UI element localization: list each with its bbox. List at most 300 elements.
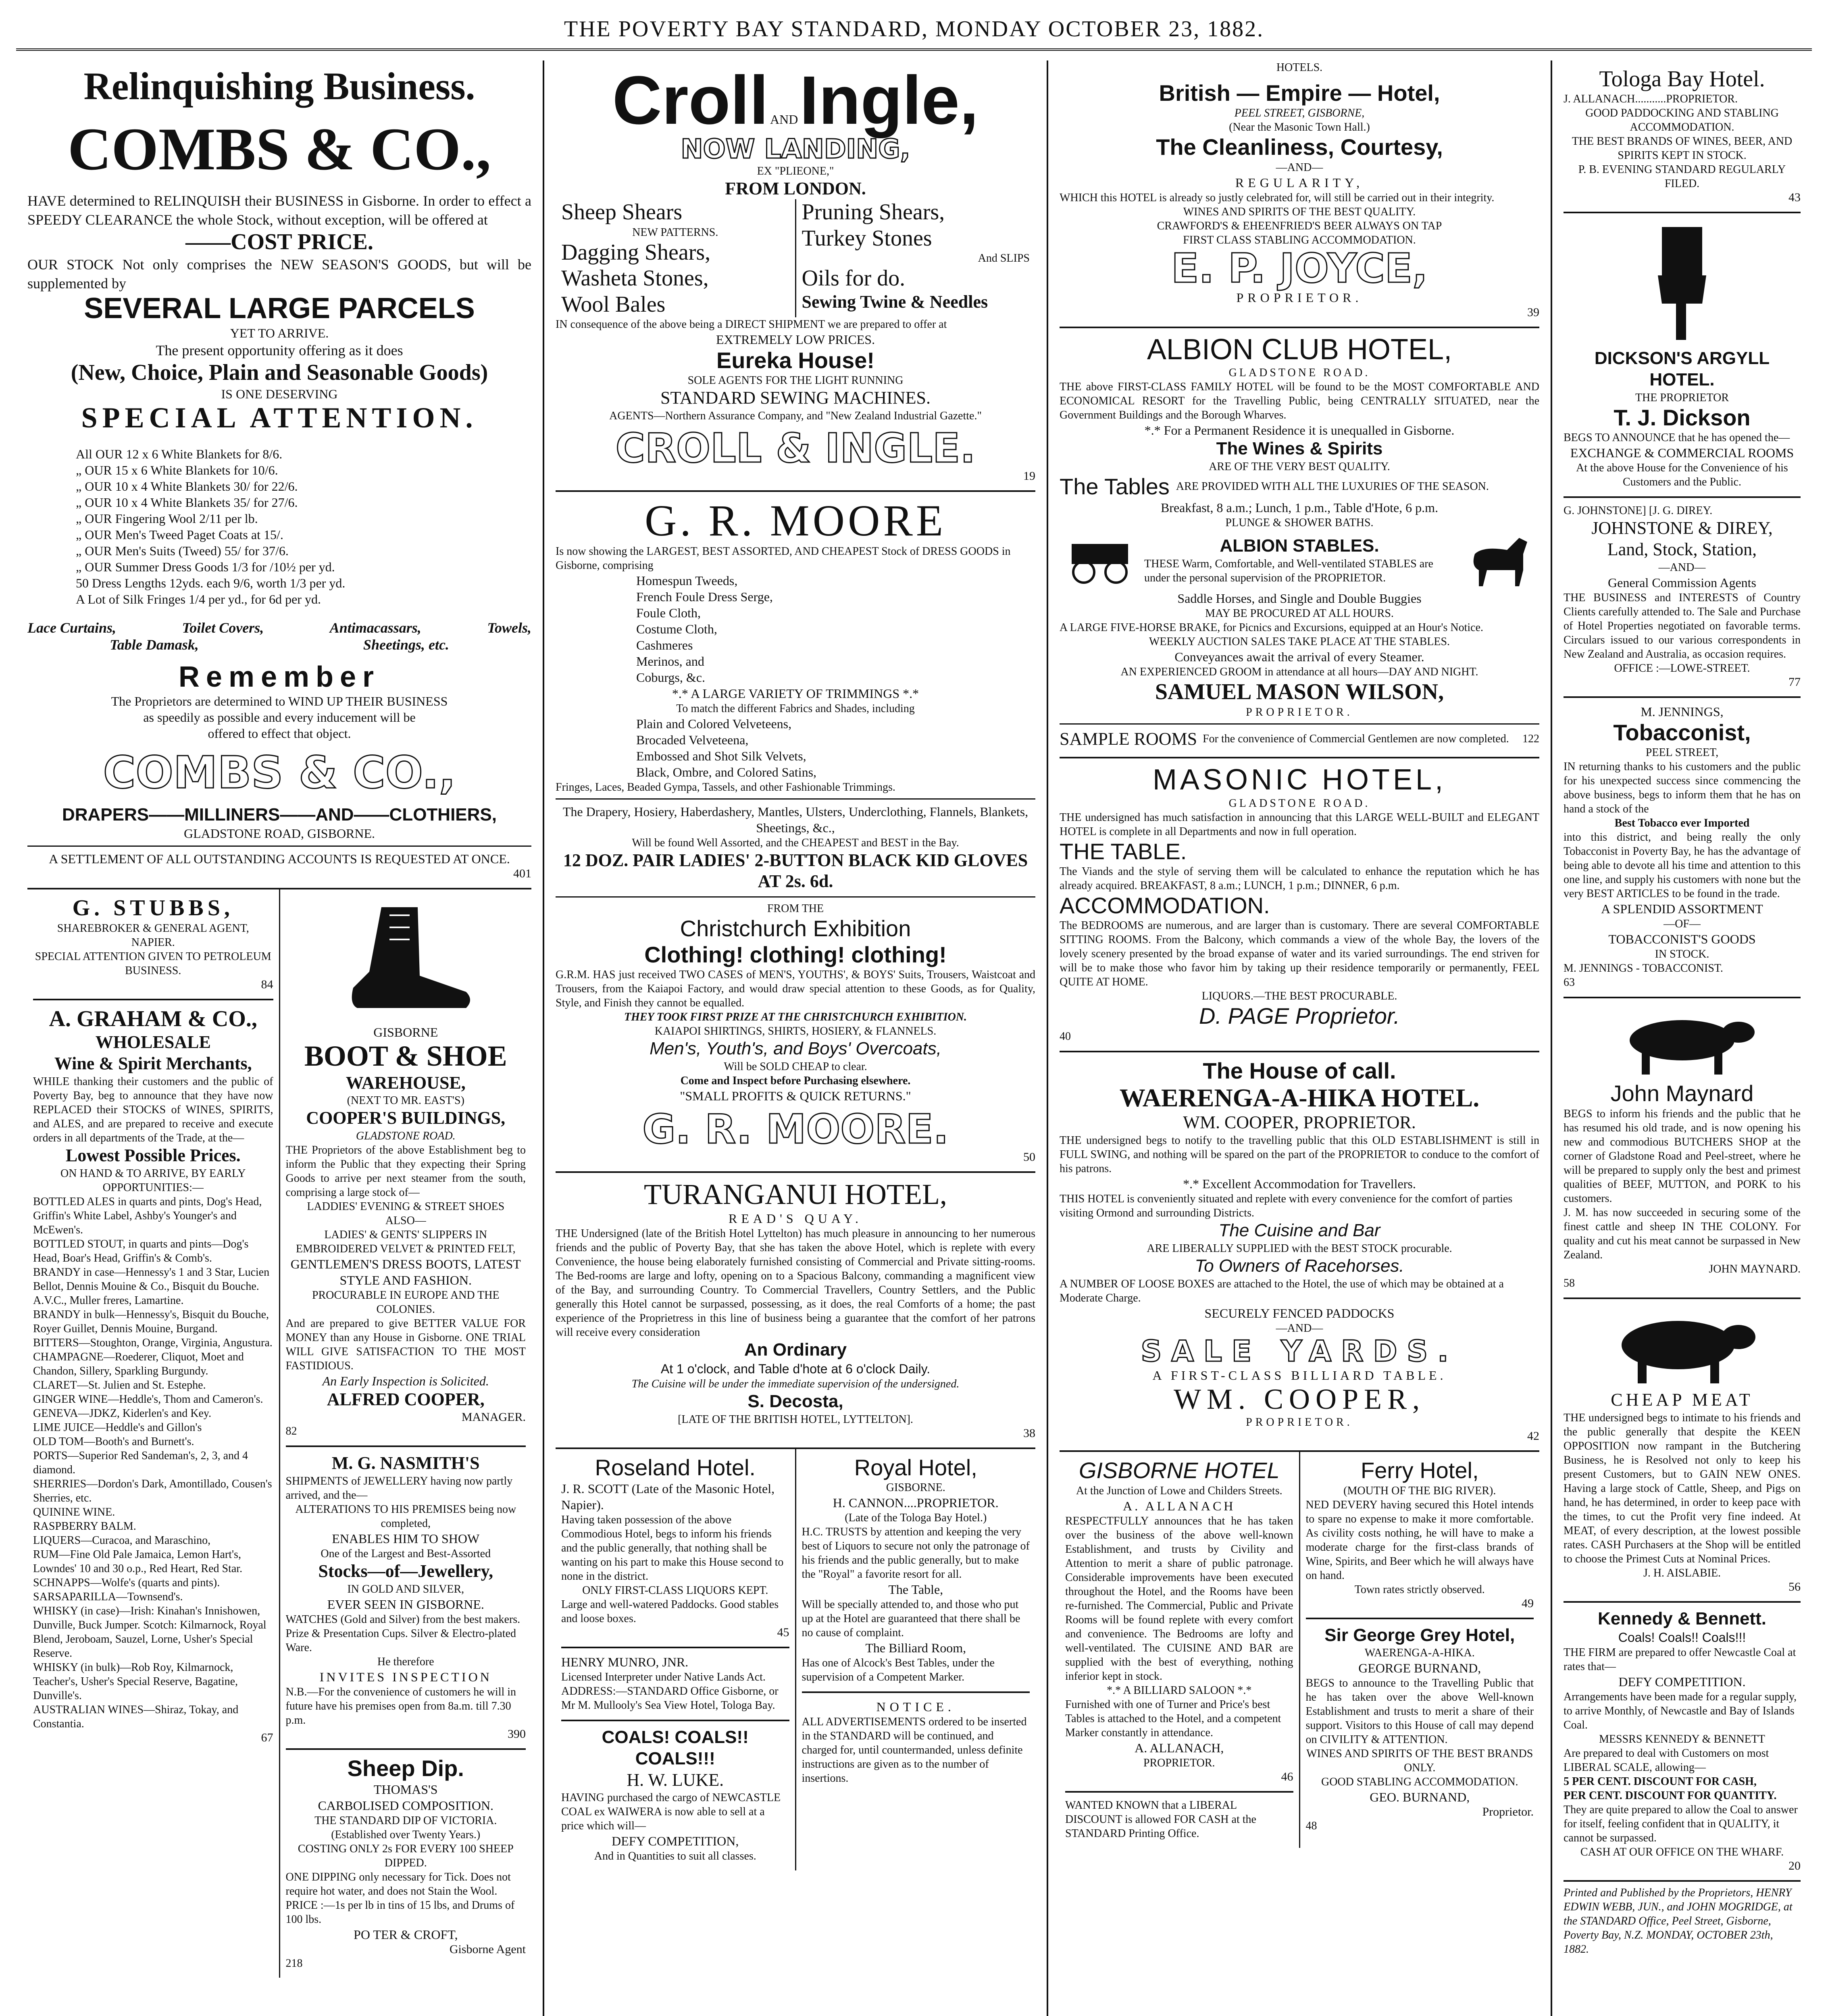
ad-ref: 58	[1564, 1277, 1575, 1289]
moore-name: G. R. MOORE	[644, 496, 947, 546]
graham-item: BITTERS—Stoughton, Orange, Virginia, Angustura.	[33, 1336, 273, 1349]
sheep-costing: COSTING ONLY 2s FOR EVERY 100 SHEEP DIPPED.	[298, 1842, 514, 1869]
luke-ad	[561, 1721, 789, 1870]
cooper-owner: ALFRED COOPER,	[327, 1389, 485, 1410]
graham-item: PORTS—Superior Red Sandeman's, 2, 3, and 4 diamond.	[33, 1449, 248, 1476]
combs-settlement: A SETTLEMENT OF ALL OUTSTANDING ACCOUNTS IS REQUESTED AT ONCE.	[49, 852, 510, 866]
moore-item: Merinos, and	[636, 654, 704, 669]
kennedy-text: THE FIRM are prepared to offer Newcastle Coal at rates that—	[1564, 1646, 1796, 1673]
nasmith-invites: INVITES INSPECTION	[319, 1669, 492, 1684]
royal-billiard-text: Has one of Alcock's Best Tables, under the supervision of a Competent Marker.	[802, 1656, 995, 1683]
waerenga-cuisine: The Cuisine and Bar	[1218, 1220, 1380, 1241]
wanted-text: WANTED KNOWN that a LIBERAL DISCOUNT is allowed FOR CASH at the STANDARD Printing Office.	[1065, 1799, 1256, 1840]
price-item: All OUR 12 x 6 White Blankets for 8/6.	[76, 446, 283, 461]
moore-item: Costume Cloth,	[636, 621, 717, 636]
bee-street: PEEL STREET, GISBORNE,	[1234, 107, 1365, 120]
masthead: THE POVERTY BAY STANDARD, MONDAY OCTOBER 23, 1882.	[16, 16, 1812, 51]
turanganui-at: At 1 o'clock, and Table d'hote at 6 o'clock Daily.	[660, 1361, 931, 1376]
roseland-ad	[561, 1449, 789, 1648]
croll-landing: NOW LANDING,	[681, 133, 910, 165]
boot-illustration	[286, 899, 526, 1020]
price-item: A Lot of Silk Fringes 1/4 per yd., for 6d per yd.	[76, 591, 321, 606]
cooper-sub: GISBORNE	[373, 1025, 438, 1040]
tologa-paddock: GOOD PADDOCKING AND STABLING ACCOMMODATION.	[1585, 107, 1779, 134]
kennedy-defy: DEFY COMPETITION.	[1618, 1674, 1746, 1689]
ad-ref: 40	[1060, 1030, 1071, 1043]
ad-ref: 401	[513, 867, 531, 881]
waerenga-call: The House of call.	[1203, 1058, 1396, 1083]
graham-item: AUSTRALIAN WINES—Shiraz, Tokay, and Constantia.	[33, 1703, 239, 1730]
aislabie-owner: J. H. AISLABIE.	[1643, 1566, 1721, 1579]
moore-match: To match the different Fabrics and Shades, including	[676, 702, 915, 715]
combs-special: SPECIAL ATTENTION.	[81, 401, 478, 434]
graham-sub: WHOLESALE	[95, 1032, 211, 1052]
croll-item: NEW PATTERNS.	[632, 226, 718, 239]
cooper-gent: GENTLEMEN'S DRESS BOOTS, LATEST STYLE AND FASHION.	[290, 1257, 521, 1288]
grey-ad	[1306, 1619, 1534, 1841]
gisborne-name: GISBORNE HOTEL	[1078, 1458, 1280, 1483]
graham-name: A. GRAHAM & CO.,	[49, 1006, 257, 1031]
waerenga-owner2: WM. COOPER,	[1173, 1383, 1426, 1416]
masonic-liquors: LIQUORS.—THE BEST PROCURABLE.	[1201, 990, 1397, 1003]
boot-icon	[333, 899, 478, 1020]
moore-item: Plain and Colored Velveteens,	[636, 716, 792, 731]
albion-quality: ARE OF THE VERY BEST QUALITY.	[1209, 460, 1390, 473]
maynard-ad	[1564, 998, 1801, 1299]
ad-ref: 48	[1305, 1820, 1317, 1833]
gisborne-saloon-text: Furnished with one of Turner and Price's best Tables is attached to the Hotel, and a competent Marker constantly in attendance.	[1065, 1698, 1281, 1739]
nasmith-name: M. G. NASMITH'S	[331, 1453, 480, 1473]
munro-address: ADDRESS:—STANDARD Office Gisborne, or Mr M. Mullooly's Sea View Hotel, Tologa Bay.	[561, 1685, 779, 1712]
cooper-road: GLADSTONE ROAD.	[356, 1130, 456, 1143]
sundry: Sheetings, etc.	[363, 636, 449, 653]
graham-item: LIQUERS—Curacoa, and Maraschino,	[33, 1534, 211, 1547]
graham-item: WHISKY (in case)—Irish: Kinahan's Innishowen, Dunville, Buck Jumper. Scotch: Kilmarnock, Royal Blend, Jeroboam, Sauzel, Lorne, Usher's Special Reserve.	[33, 1604, 266, 1660]
graham-sub2: Wine & Spirit Merchants,	[54, 1054, 252, 1073]
moore-fringes: Fringes, Laces, Beaded Gympa, Tassels, and other Fashionable Trimmings.	[556, 781, 895, 793]
graham-hand: ON HAND & TO ARRIVE, BY EARLY OPPORTUNITIES:—	[60, 1167, 246, 1194]
graham-item: BOTTLED ALES in quarts and pints, Dog's Head, Griffin's White Label, Ashby's Younger's and McEwen's.	[33, 1195, 262, 1236]
ad-ref: 38	[1023, 1426, 1035, 1440]
roseland-intro: Having taken possession of the above Commodious Hotel, begs to inform his friends and the public generally, that nothing shall be wanting on his part to make this House second to none in the district.	[561, 1513, 784, 1583]
grey-wines: WINES AND SPIRITS OF THE BEST BRANDS ONLY.	[1306, 1747, 1533, 1774]
moore-item: Homespun Tweeds,	[636, 573, 738, 588]
price-item: „ OUR 10 x 4 White Blankets 30/ for 22/6.	[76, 479, 298, 494]
johnstone-name: JOHNSTONE & DIREY,	[1591, 518, 1773, 538]
johnstone-office: OFFICE :—LOWE-STREET.	[1614, 662, 1750, 675]
luke-name: H. W. LUKE.	[627, 1770, 724, 1790]
stubbs-line2: NAPIER.	[131, 936, 175, 949]
tologa-name: Tologa Bay Hotel.	[1599, 67, 1765, 92]
albion-brake: A LARGE FIVE-HORSE BRAKE, for Picnics and Excursions, equipped at an Hour's Notice.	[1060, 621, 1484, 634]
combs-sundries-row2	[27, 636, 531, 653]
graham-item: SHERRIES—Dordon's Dark, Amontillado, Cousen's Sherries, etc.	[33, 1477, 272, 1504]
moore-trimmings: *.* A LARGE VARIETY OF TRIMMINGS *.*	[672, 686, 919, 701]
waerenga-intro: THE undersigned begs to notify to the travelling public that this OLD ESTABLISHMENT is still in FULL SWING, and nothing will be spared on the part of the PROPRIETOR to conduce to the comfort of his patrons.	[1060, 1134, 1539, 1175]
grey-intro: BEGS to announce to the Travelling Public that he has taken over the above Well-known Establishment and trusts to merit a share of their support. Visitors to this House of call may depend on CIVILITY & ATTENTION.	[1305, 1677, 1534, 1746]
jennings-owner: M. JENNINGS - TOBACCONIST.	[1564, 962, 1723, 975]
maynard-text: BEGS to inform his friends and the public that he has resumed his old trade, and is now opening his new and commodious BUTCHERS SHOP at the corner of Gladstone Road and Peel-street, where he will be prepared to supply only the best and primest qualities of BEEF, MUTTON, and PORK to his customers.	[1564, 1107, 1801, 1205]
gisborne-saloon: *.* A BILLIARD SALOON *.*	[1107, 1684, 1252, 1697]
jennings-trade: Tobacconist,	[1613, 719, 1751, 745]
column-3	[1048, 60, 1552, 2016]
croll-goods-right	[795, 199, 1036, 317]
grey-owner2: GEO. BURNAND,	[1370, 1790, 1470, 1805]
croll-item: Sheep Shears	[561, 200, 683, 225]
croll-goods	[556, 199, 1035, 317]
ferry-sub: (MOUTH OF THE BIG RIVER).	[1343, 1484, 1496, 1497]
croll-name1: Croll	[612, 62, 768, 139]
croll-name2: Ingle,	[799, 62, 979, 139]
croll-head	[556, 62, 1035, 139]
roseland-owner: J. R. SCOTT (Late of the Masonic Hotel, Napier).	[561, 1481, 775, 1512]
moore-clothing: Clothing! clothing! clothing!	[644, 941, 947, 967]
croll-machines: STANDARD SEWING MACHINES.	[660, 388, 931, 408]
moore-drapery: The Drapery, Hosiery, Haberdashery, Mantles, Ulsters, Underclothing, Flannels, Blankets, Sheetings, &c.,	[562, 804, 1029, 835]
albion-owner: SAMUEL MASON WILSON,	[1155, 679, 1444, 705]
albion-wines: The Wines & Spirits	[1216, 438, 1383, 458]
moore-item: Coburgs, &c.	[636, 670, 705, 685]
combs-address: GLADSTONE ROAD, GISBORNE.	[183, 826, 375, 841]
masonic-table: THE TABLE.	[1060, 838, 1187, 864]
dickson-name: DICKSON'S ARGYLL HOTEL.	[1594, 348, 1770, 390]
tologa-filed: P. B. EVENING STANDARD REGULARLY FILED.	[1578, 163, 1786, 190]
bee-stabling: FIRST CLASS STABLING ACCOMMODATION.	[1183, 233, 1416, 246]
aislabie-text: THE undersigned begs to intimate to his friends and the public generally that despite the KEEN OPPOSITION now rampant in the Butchering Business, he is Resolved not only to keep his present Customers, but to GAIN NEW ONES. Having a large stock of Cattle, Sheep, and Pigs on hand, he has determined, in order to keep pace with the times, to cut the Profit very fine indeed. At MEAT, of every description, at the lowest possible rates. CASH Purchasers at the Shop will be entitled to choose the Primest Cuts at Nominal Prices.	[1564, 1411, 1801, 1565]
graham-item: QUININE WINE.	[33, 1506, 115, 1518]
stubbs-ad	[33, 889, 273, 1000]
sheep-sub: THOMAS'S	[373, 1782, 438, 1797]
masonic-acc-text: The BEDROOMS are numerous, and are larger than is customary. There are several COMFORTABLE SITTING ROOMS. From the Balcony, which commands a view of the whole Bay, the lovers of the lovely scenery presented by the broad expanse of water and its varied surroundings. The end striven for will be to make those who favor him by taking up their residence temporarily or permanently, FEEL QUITE AT HOME.	[1060, 919, 1539, 989]
column-1	[16, 60, 544, 2016]
gisborne-junction: At the Junction of Lowe and Childers Streets.	[1076, 1484, 1283, 1497]
moore-grm: G.R.M. HAS just received TWO CASES of MEN'S, YOUTHS', & BOYS' Suits, Trousers, Waistcoat and Trousers, from the Kaiapoi Factory, and would draw special attention to these Goods, as for Quality, Style, and Finish they cannot be equalled.	[556, 968, 1035, 1010]
sheep-std: THE STANDARD DIP OF VICTORIA.	[314, 1814, 497, 1827]
combs-opportunity: The present opportunity offering as it does	[156, 342, 403, 358]
croll-item: Oils for do.	[802, 266, 906, 291]
royal-intro: H.C. TRUSTS by attention and keeping the very best of Liquors to secure not only the patronage of his friends and the public generally, but to make the "Royal" a favorite resort for all.	[802, 1525, 1030, 1581]
col1-lower-left	[27, 889, 279, 1978]
albion-tables: The Tables	[1060, 473, 1170, 499]
jennings-goods: TOBACCONIST'S GOODS	[1608, 932, 1756, 947]
royal-billiard: The Billiard Room,	[865, 1640, 966, 1655]
cow-illustration	[1564, 1008, 1801, 1077]
albion-saddle: Saddle Horses, and Single and Double Buggies	[1177, 591, 1422, 606]
jennings-text2: into this district, and being really the only Tobacconist in Poverty Bay, he has the advantage of being able to devote all his time and attention to this one line, and supply his customers with none but the very BEST ARTICLES to be found in the trade.	[1564, 831, 1801, 900]
combs-name: COMBS & CO.,	[68, 115, 491, 183]
jennings-best: Best Tobacco ever Imported	[1614, 817, 1750, 830]
graham-item: RUM—Fine Old Pale Jamaica, Lemon Hart's, Lowndes' 10 and 30 o.p., Red Heart, Red Star.	[33, 1548, 243, 1575]
ad-ref: 390	[508, 1727, 526, 1741]
imprint: Printed and Published by the Proprietors, HENRY EDWIN WEBB, JUN., and JOHN MOGRIDGE, at the STANDARD Office, Peel Street, Gisborne, Poverty Bay, N.Z. MONDAY, OCTOBER 23th, 1882.	[1564, 1887, 1793, 1956]
nasmith-stocks: Stocks—of—Jewellery,	[318, 1561, 493, 1581]
ad-ref: 82	[285, 1425, 297, 1437]
albion-weekly: WEEKLY AUCTION SALES TAKE PLACE AT THE STABLES.	[1149, 635, 1450, 648]
sheep-agent: PO TER & CROFT,	[354, 1927, 458, 1942]
ad-ref: 77	[1788, 675, 1801, 689]
sheep-one: ONE DIPPING only necessary for Tick. Does not require hot water, and does not Stain the Wool.	[285, 1870, 511, 1897]
albion-sample-text: For the convenience of Commercial Gentlemen are now completed.	[1203, 733, 1509, 746]
col3-lower-left	[1060, 1452, 1299, 1847]
albion-sample: SAMPLE ROOMS	[1060, 729, 1197, 749]
nasmith-nb: N.B.—For the convenience of customers he will in future have his premises open from 8a.m. till 7.30 p.m.	[285, 1685, 516, 1727]
ad-ref: 46	[1281, 1770, 1293, 1783]
albion-sample-row	[1060, 729, 1539, 750]
ferry-ad	[1306, 1452, 1534, 1619]
moore-sold: Will be found Well Assorted, and the CHEAPEST and BEST in the Bay.	[632, 836, 959, 849]
waerenga-paddocks: SECURELY FENCED PADDOCKS	[1204, 1306, 1395, 1320]
aislabie-ad	[1564, 1299, 1801, 1603]
moore-item: French Foule Dress Serge,	[636, 589, 773, 604]
bee-which: WHICH this HOTEL is already so justly celebrated for, will still be carried out in their integrity.	[1060, 191, 1495, 204]
munro-name: HENRY MUNRO, JNR.	[561, 1654, 689, 1669]
cooper-next: (NEXT TO MR. EAST'S)	[347, 1094, 464, 1107]
gisborne-owner: A. ALLANACH	[1123, 1498, 1236, 1513]
ad-ref: 45	[777, 1625, 789, 1639]
bee-near: (Near the Masonic Town Hall.)	[1229, 121, 1370, 134]
hotels-label: HOTELS.	[1276, 61, 1323, 74]
graham-item: LIME JUICE—Heddle's and Gillon's	[33, 1421, 202, 1434]
grey-role: Proprietor.	[1482, 1805, 1534, 1819]
turanganui-name: TURANGANUI HOTEL,	[644, 1178, 947, 1210]
col2-lower-right	[795, 1449, 1036, 1871]
sheep-est: (Established over Twenty Years.)	[331, 1828, 481, 1841]
combs-trades: DRAPERS——MILLINERS——AND——CLOTHIERS,	[62, 804, 497, 825]
luke-qty: And in Quantities to suit all classes.	[594, 1850, 756, 1863]
albion-baths: PLUNGE & SHOWER BATHS.	[1225, 516, 1374, 529]
luke-coals: COALS! COALS!! COALS!!!	[602, 1727, 749, 1768]
nasmith-intro: SHIPMENTS of JEWELLERY having now partly arrived, and the—	[285, 1475, 513, 1502]
ad-ref: 67	[261, 1731, 273, 1744]
wanted-ad	[1065, 1793, 1293, 1848]
cooper-early: An Early Inspection is Solicited.	[322, 1374, 489, 1389]
cooper-role: MANAGER.	[461, 1410, 526, 1424]
albion-conveyances: Conveyances await the arrival of every Steamer.	[1174, 650, 1424, 664]
kennedy-messrs: MESSRS KENNEDY & BENNETT	[1599, 1733, 1765, 1746]
bee-owner: E. P. JOYCE,	[1171, 244, 1428, 292]
kennedy-discount1: 5 PER CENT. DISCOUNT FOR CASH,	[1564, 1775, 1757, 1788]
combs-arrive: YET TO ARRIVE.	[230, 325, 329, 340]
graham-item: CLARET—St. Julien and St. Estephe.	[33, 1379, 206, 1391]
divider	[1060, 723, 1539, 725]
moore-prize: THEY TOOK FIRST PRIZE AT THE CHRISTCHURCH EXHIBITION.	[624, 1011, 967, 1024]
combs-remember: Remember	[178, 660, 381, 693]
nasmith-enables: ENABLES HIM TO SHOW	[332, 1531, 480, 1546]
price-item: „ OUR Men's Suits (Tweed) 55/ for 37/6.	[76, 543, 289, 558]
price-item: „ OUR Summer Dress Goods 1/3 for /10½ per yd.	[76, 559, 335, 574]
moore-gloves: 12 DOZ. PAIR LADIES' 2-BUTTON BLACK KID GLOVES AT 2s. 6d.	[563, 850, 1028, 891]
sheep-name: Sheep Dip.	[347, 1755, 464, 1781]
moore-from: FROM THE	[767, 902, 824, 915]
graham-intro: WHILE thanking their customers and the public of Poverty Bay, beg to announce that they have now REPLACED their STOCKS of WINES, SPIRITS, and ALES, and are prepared to receive and execute orders in all departments of the Trade, at the—	[33, 1075, 273, 1144]
dickson-exchange: EXCHANGE & COMMERCIAL ROOMS	[1570, 446, 1794, 460]
moore-list	[556, 573, 1035, 685]
croll-item: And SLIPS	[978, 252, 1030, 265]
masonic-owner: D. PAGE Proprietor.	[1199, 1003, 1400, 1029]
munro-role: Licensed Interpreter under Native Lands Act.	[561, 1670, 766, 1683]
waerenga-excellent: *.* Excellent Accommodation for Travellers.	[1183, 1177, 1416, 1191]
horse-icon	[1459, 530, 1539, 590]
bee-reg: REGULARITY,	[1235, 175, 1364, 190]
ad-ref: 50	[1023, 1150, 1035, 1164]
munro-ad	[561, 1648, 789, 1721]
jennings-stock: IN STOCK.	[1655, 948, 1709, 961]
croll-item: Sewing Twine & Needles	[802, 292, 988, 312]
jennings-name: M. JENNINGS,	[1641, 704, 1724, 719]
albion-name: ALBION CLUB HOTEL,	[1147, 333, 1452, 366]
ad-ref: 56	[1788, 1580, 1801, 1593]
waerenga-owners: To Owners of Racehorses.	[1195, 1256, 1404, 1276]
price-item: „ OUR 15 x 6 White Blankets for 10/6.	[76, 462, 278, 477]
stubbs-line3: SPECIAL ATTENTION GIVEN TO PETROLEUM BUSINESS.	[35, 950, 271, 977]
masonic-intro: THE undersigned has much satisfaction in announcing that this LARGE WELL-BUILT and ELEGANT HOTEL is complete in all Departments and now in full operation.	[1060, 811, 1539, 838]
moore-item: Foule Cloth,	[636, 605, 701, 620]
johnstone-sub2: General Commission Agents	[1608, 575, 1756, 590]
nasmith-largest: One of the Largest and Best-Assorted	[321, 1547, 491, 1560]
ad-ref: 84	[261, 977, 273, 991]
combs-stock: OUR STOCK Not only comprises the NEW SEASON'S GOODS, but will be supplemented by	[27, 256, 531, 292]
sundry: Antimacassars,	[329, 619, 421, 636]
cooper-procurable: PROCURABLE IN EUROPE AND THE COLONIES.	[312, 1289, 500, 1316]
graham-item: BRANDY in bulk—Hennessy's, Bisquit du Bouche, Royer Guillet, Dennis Mouine, Burgand.	[33, 1308, 269, 1335]
albion-road: GLADSTONE ROAD.	[1228, 366, 1370, 379]
sundry: Towels,	[487, 619, 531, 636]
jennings-splendid: A SPLENDID ASSORTMENT	[1601, 902, 1763, 916]
kennedy-coals: Coals! Coals!! Coals!!!	[1618, 1630, 1746, 1645]
masonic-table-text: The Viands and the style of serving them will be calculated to enhance the reputation which he has already acquired. BREAKFAST, 8 a.m.; LUNCH, 1 p.m.; DINNER, 6 p.m.	[1060, 865, 1539, 892]
croll-item: Pruning Shears,	[802, 200, 945, 225]
turanganui-intro: THE Undersigned (late of the British Hotel Lyttelton) has much pleasure in announcing to her numerous friends and the public of Poverty Bay, that she has taken the above Hotel, which is replete with every Convenience, the house being elaborately furnished consisting of Commercial and Private sitting-rooms. The Bed-rooms are large and lofty, opening on to a Spacious Balcony, commanding a magnificent view of the Bay, and surrounding Country. To Commercial Travellers, Country Settlers, and the Public generally this Hotel cannot be surpassed, possessing, as it does, the real Comforts of a home; the past experience of the Proprietress in this line of business being a guarantee that the comfort of her patrons will receive every consideration	[556, 1227, 1035, 1339]
bee-name: British — Empire — Hotel,	[1159, 80, 1440, 106]
combs-name2: COMBS & CO.,	[103, 747, 456, 799]
turanganui-ordinary: An Ordinary	[744, 1340, 847, 1360]
royal-ad	[802, 1449, 1030, 1693]
dickson-text: BEGS TO ANNOUNCE that he has opened the—	[1564, 431, 1790, 444]
cooper-laddies: LADDIES' EVENING & STREET SHOES	[307, 1200, 505, 1213]
graham-item: RASPBERRY BALM.	[33, 1520, 136, 1533]
tologa-ad	[1564, 60, 1801, 213]
col2-lower	[556, 1449, 1035, 1871]
nasmith-gold: IN GOLD AND SILVER,	[347, 1583, 464, 1595]
col2-lower-left	[556, 1449, 795, 1871]
turanganui-late: [LATE OF THE BRITISH HOTEL, LYTTELTON].	[678, 1413, 913, 1426]
combs-price-list	[27, 446, 531, 607]
combs-head: Relinquishing Business.	[83, 65, 475, 108]
masonic-road: GLADSTONE ROAD.	[1228, 797, 1370, 810]
turanganui-cuisine: The Cuisine will be under the immediate supervision of the undersigned.	[631, 1377, 960, 1390]
notice-text: ALL ADVERTISEMENTS ordered to be inserted in the STANDARD will be continued, and charged for, until countermanded, unless definite instructions are given as to the number of insertions.	[802, 1715, 1027, 1785]
moore-small: "SMALL PROFITS & QUICK RETURNS."	[680, 1088, 911, 1103]
notice-title: NOTICE.	[876, 1699, 955, 1714]
croll-item: Wool Bales	[561, 292, 666, 317]
johnstone-ad	[1564, 498, 1801, 698]
combs-remember-text: offered to effect that object.	[208, 726, 351, 741]
bull-icon	[1601, 1309, 1763, 1385]
kennedy-ad	[1564, 1603, 1801, 1882]
stubbs-name: G. STUBBS,	[72, 896, 234, 921]
royal-sub: GISBORNE.	[886, 1481, 945, 1494]
croll-from: FROM LONDON.	[725, 178, 866, 198]
maynard-text2: J. M. has now succeeded in securing some of the finest cattle and sheep IN THE COLONY. For quality and cut his meat cannot be surpassed in New Zealand.	[1564, 1206, 1801, 1261]
turanganui-sub: READ'S QUAY.	[728, 1211, 863, 1226]
maynard-name: John Maynard	[1610, 1081, 1754, 1106]
graham-ad	[33, 1000, 273, 1752]
graham-prices: Lowest Possible Prices.	[65, 1145, 241, 1165]
moore-item: Brocaded Velveteena,	[636, 732, 749, 747]
moore-cheap: Will be SOLD CHEAP to clear.	[724, 1060, 867, 1073]
johnstone-names: G. JOHNSTONE] [J. G. DIREY.	[1564, 504, 1713, 517]
kennedy-name: Kennedy & Bennett.	[1597, 1608, 1767, 1629]
graham-item: BOTTLED STOUT, in quarts and pints—Dog's Head, Boar's Head, Griffin's & Comb's.	[33, 1237, 249, 1264]
albion-groom: AN EXPERIENCED GROOM in attendance at all hours—DAY AND NIGHT.	[1120, 666, 1478, 679]
ad-ref: 49	[1522, 1596, 1534, 1610]
divider	[556, 896, 1035, 898]
royal-table-text: Will be specially attended to, and those who put up at the Hotel are guaranteed that there shall be no cause of complaint.	[802, 1598, 1020, 1639]
johnstone-and: —AND—	[1658, 561, 1706, 574]
croll-item: Washeta Stones,	[561, 266, 709, 291]
maynard-owner: JOHN MAYNARD.	[1709, 1262, 1801, 1275]
dickson-ad	[1564, 213, 1801, 498]
albion-tables-text: ARE PROVIDED WITH ALL THE LUXURIES OF THE SEASON.	[1176, 480, 1489, 493]
waerenga-boxes: A NUMBER OF LOOSE BOXES are attached to the Hotel, the use of which may be obtained at a Moderate Charge.	[1060, 1277, 1504, 1304]
cooper-better: And are prepared to give BETTER VALUE FOR MONEY than any House in Gisborne. ONE TRIAL WILL GIVE SATISFACTION TO THE MOST FASTIDIOUS.	[285, 1317, 526, 1372]
ferry-intro: NED DEVERY having secured this Hotel intends to spare no expense to make it more comfortable. As civility costs nothing, he will have to make a moderate charge for the first-class brands of Wine, Spirits, and Beer which he will always have on hand.	[1305, 1498, 1534, 1582]
albion-tables-row	[1060, 474, 1539, 500]
grey-stabling: GOOD STABLING ACCOMMODATION.	[1321, 1776, 1518, 1789]
moore-exhibition: Christchurch Exhibition	[680, 916, 911, 941]
pointing-hand-icon	[1634, 223, 1730, 344]
waerenga-owner: WM. COOPER, PROPRIETOR.	[1183, 1112, 1416, 1133]
graham-item: OLD TOM—Booth's and Burnett's.	[33, 1435, 194, 1448]
graham-item: GINGER WINE—Heddle's, Thom and Cameron's.	[33, 1393, 263, 1406]
royal-table: The Table,	[888, 1582, 943, 1597]
cooper-sub2: WAREHOUSE,	[346, 1073, 466, 1093]
combs-remember-text: The Proprietors are determined to WIND UP THEIR BUSINESS	[111, 694, 448, 709]
albion-role: PROPRIETOR.	[1246, 706, 1353, 719]
graham-item: BRANDY in case—Hennessy's 1 and 3 Star, Lucien Bellot, Dennis Mouine & Co., Bisquit du Bouche. A.V.C., Muller freres, Lamartine.	[33, 1266, 270, 1307]
grey-owner: GEORGE BURNAND,	[1358, 1661, 1481, 1676]
combs-goods-types: (New, Choice, Plain and Seasonable Goods)	[71, 360, 488, 385]
waerenga-role: PROPRIETOR.	[1246, 1416, 1353, 1429]
hand-illustration	[1564, 223, 1801, 344]
masonic-name: MASONIC HOTEL,	[1152, 764, 1447, 796]
graham-item: GENEVA—JDKZ, Kiderlen's and Key.	[33, 1407, 212, 1420]
waerenga-sale: SALE YARDS.	[1141, 1334, 1458, 1368]
gisborne-hotel-ad	[1065, 1452, 1293, 1792]
sheep-role: Gisborne Agent	[449, 1942, 526, 1956]
kennedy-cash: CASH AT OUR OFFICE ON THE WHARF.	[1580, 1846, 1784, 1859]
albion-procured: MAY BE PROCURED AT ALL HOURS.	[1205, 607, 1394, 620]
kennedy-discount2: PER CENT. DISCOUNT FOR QUANTITY.	[1564, 1789, 1777, 1802]
moore-list2	[556, 716, 1035, 780]
roseland-paddocks: Large and well-watered Paddocks. Good stables and loose boxes.	[561, 1598, 779, 1625]
bee-ad	[1060, 75, 1539, 328]
price-item: „ OUR 10 x 4 White Blankets 35/ for 27/6.	[76, 495, 298, 510]
kennedy-text2: Arrangements have been made for a regular supply, to arrive Monthly, of Newcastle and Bay of Islands Coal.	[1564, 1691, 1797, 1732]
bee-beer: CRAWFORD'S & EHEENFRIED'S BEER ALWAYS ON TAP	[1157, 219, 1442, 232]
turanganui-ad	[556, 1173, 1035, 1449]
column-4	[1552, 60, 1812, 2016]
ad-ref: 63	[1564, 976, 1575, 989]
croll-name3: CROLL & INGLE.	[615, 425, 976, 472]
waerenga-supplied: ARE LIBERALLY SUPPLIED with the BEST STOCK procurable.	[1147, 1242, 1452, 1255]
albion-stables-block	[1060, 530, 1539, 590]
moore-item: Black, Ombre, and Colored Satins,	[636, 764, 817, 779]
waerenga-situated: THIS HOTEL is conveniently situated and replete with every convenience for the comfort of parties visiting Ormond and surrounding Districts.	[1060, 1193, 1513, 1220]
jennings-ad	[1564, 698, 1801, 998]
combs-remember-text: as speedily as possible and every inducement will be	[143, 710, 416, 725]
croll-sole: SOLE AGENTS FOR THE LIGHT RUNNING	[687, 374, 904, 387]
